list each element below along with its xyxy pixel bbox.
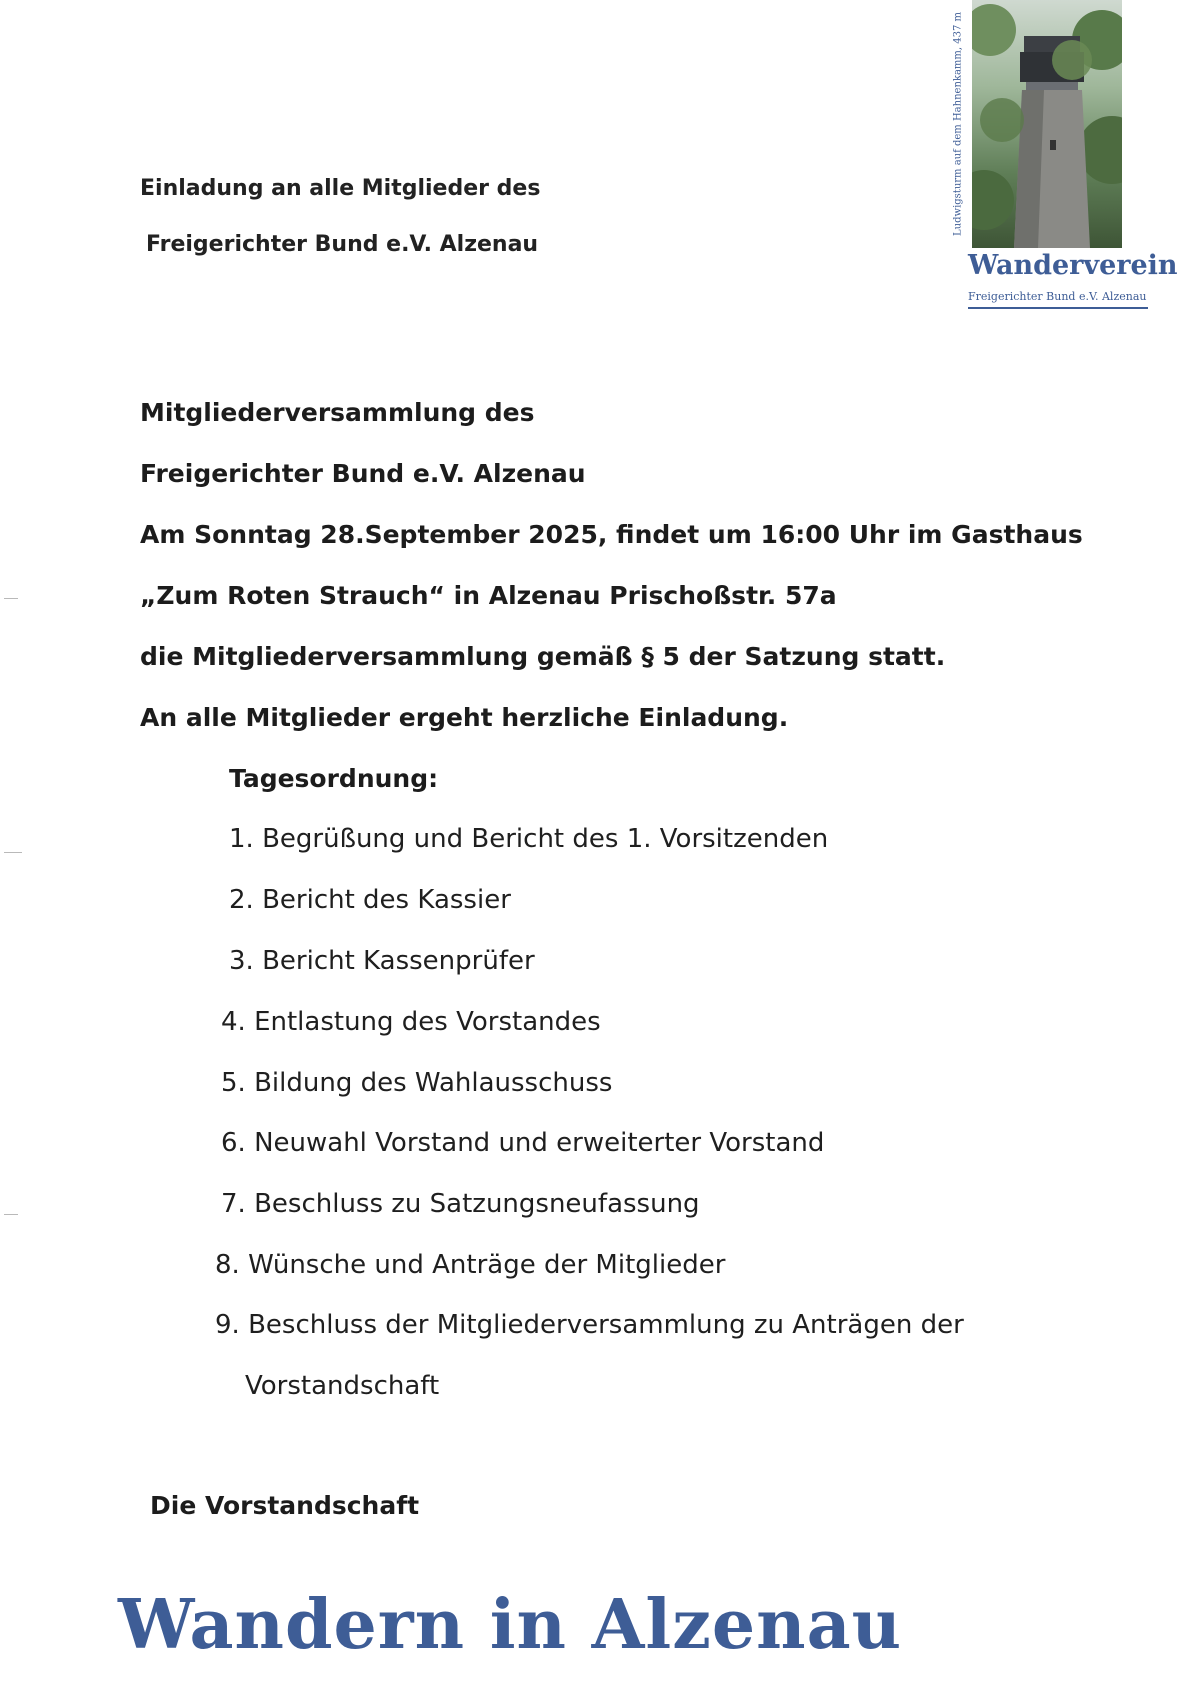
scan-mark bbox=[4, 598, 18, 599]
agenda-title: Tagesordnung: bbox=[229, 764, 439, 793]
body-line: Am Sonntag 28.September 2025, findet um 16:00 Uhr im Gasthaus bbox=[140, 520, 1083, 549]
agenda-item: 4. Entlastung des Vorstandes bbox=[221, 1007, 601, 1037]
agenda-item: 7. Beschluss zu Satzungsneufassung bbox=[221, 1189, 700, 1219]
body-line: Freigerichter Bund e.V. Alzenau bbox=[140, 459, 586, 488]
agenda-item: 1. Begrüßung und Bericht des 1. Vorsitzenden bbox=[229, 824, 829, 854]
tower-photo bbox=[972, 0, 1122, 248]
agenda-item-continuation: Vorstandschaft bbox=[245, 1371, 440, 1401]
signoff: Die Vorstandschaft bbox=[150, 1491, 420, 1520]
header-line-2: Freigerichter Bund e.V. Alzenau bbox=[146, 232, 539, 257]
agenda-item: 9. Beschluss der Mitgliederversammlung zu Anträgen der bbox=[215, 1310, 964, 1340]
logo-subtitle: Freigerichter Bund e.V. Alzenau bbox=[968, 290, 1148, 309]
header-line-1: Einladung an alle Mitglieder des bbox=[140, 176, 541, 201]
agenda-item: 3. Bericht Kassenprüfer bbox=[229, 946, 535, 976]
body-line: Mitgliederversammlung des bbox=[140, 398, 535, 427]
scan-mark bbox=[4, 1214, 18, 1215]
logo-title: Wanderverein bbox=[968, 250, 1178, 281]
wanderverein-logo bbox=[944, 0, 1178, 318]
body-line: die Mitgliederversammlung gemäß § 5 der Satzung statt. bbox=[140, 642, 946, 671]
body-line: „Zum Roten Strauch“ in Alzenau Prischoßstr. 57a bbox=[140, 581, 837, 610]
logo-side-caption: Ludwigsturm auf dem Hahnenkamm, 437 m bbox=[952, 12, 964, 236]
tower-icon bbox=[972, 0, 1122, 248]
slogan: Wandern in Alzenau bbox=[118, 1585, 903, 1665]
body-line: An alle Mitglieder ergeht herzliche Einladung. bbox=[140, 703, 789, 732]
agenda-item: 6. Neuwahl Vorstand und erweiterter Vorstand bbox=[221, 1128, 825, 1158]
agenda-item: 8. Wünsche und Anträge der Mitglieder bbox=[215, 1250, 726, 1280]
agenda-item: 2. Bericht des Kassier bbox=[229, 885, 511, 915]
agenda-item: 5. Bildung des Wahlausschuss bbox=[221, 1068, 613, 1098]
scan-mark bbox=[4, 852, 22, 853]
